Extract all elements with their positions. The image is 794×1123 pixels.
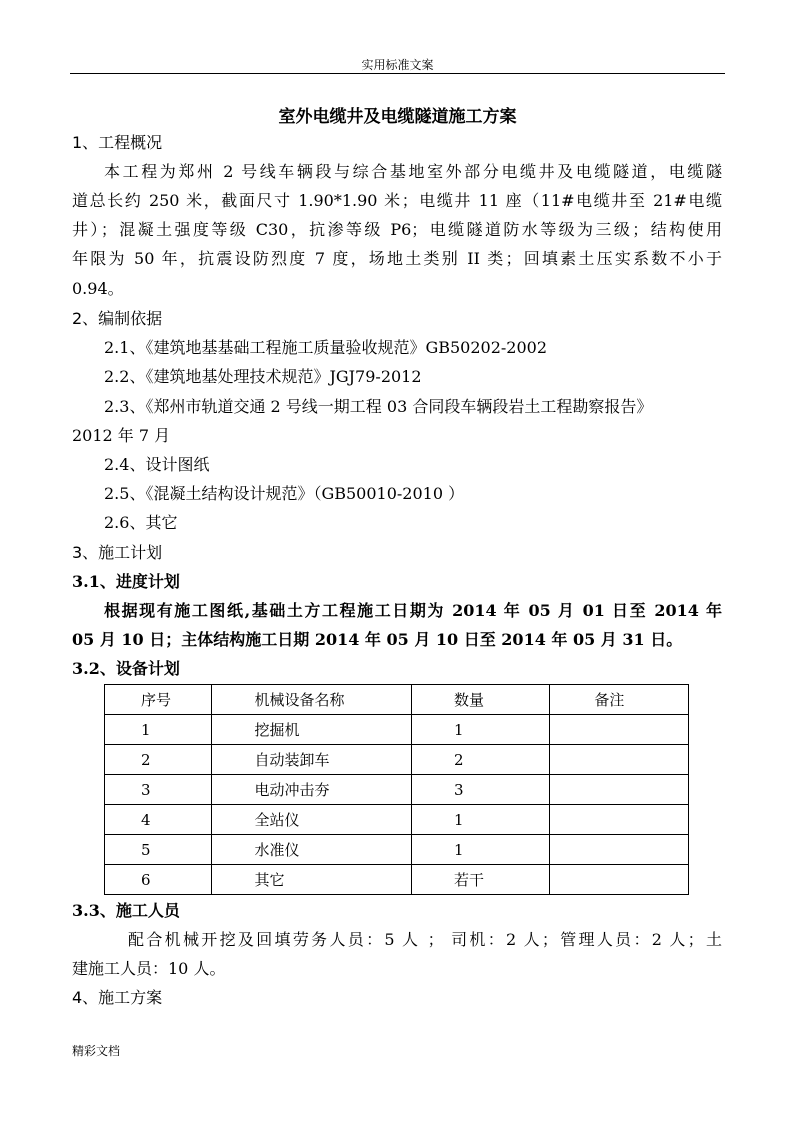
table-row [105, 835, 689, 865]
paragraph-line: 年限为 50 年，抗震设防烈度 7 度，场地土类别 II 类；回填素土压实系数不小于 [72, 249, 722, 268]
subsection-3-3-heading: 3.3、施工人员 [72, 901, 180, 920]
table-cell [550, 865, 689, 895]
table-cell: 3 [105, 775, 212, 805]
table-cell: 全站仪 [212, 805, 412, 835]
table-cell: 挖掘机 [212, 715, 412, 745]
table-cell: 1 [412, 715, 550, 745]
table-cell: 自动装卸车 [212, 745, 412, 775]
paragraph-line: 配合机械开挖及回填劳务人员：5 人 ； 司机：2 人；管理人员：2 人；土 [128, 930, 722, 949]
document-title: 室外电缆井及电缆隧道施工方案 [278, 107, 517, 127]
column-header: 数量 [412, 685, 550, 715]
table-cell [550, 835, 689, 865]
table-cell: 1 [105, 715, 212, 745]
column-header: 序号 [105, 685, 212, 715]
table-cell: 4 [105, 805, 212, 835]
reference-item-continued: 2012 年 7 月 [72, 426, 171, 445]
table-cell: 3 [412, 775, 550, 805]
column-header: 备注 [550, 685, 689, 715]
table-cell: 1 [412, 835, 550, 865]
section-2-heading: 2、编制依据 [72, 309, 163, 328]
paragraph-line: 井）；混凝土强度等级 C30，抗渗等级 P6；电缆隧道防水等级为三级；结构使用 [72, 220, 722, 239]
table-cell: 水准仪 [212, 835, 412, 865]
page-footer: 精彩文档 [72, 1044, 121, 1058]
paragraph-line: 道总长约 250 米，截面尺寸 1.90*1.90 米；电缆井 11 座（11#电缆井至 21#电缆 [72, 191, 722, 210]
table-row [105, 775, 689, 805]
paragraph-line: 0.94。 [72, 279, 124, 298]
subsection-3-2-heading: 3.2、设备计划 [72, 659, 180, 678]
table-cell: 2 [412, 745, 550, 775]
reference-item: 2.3、《郑州市轨道交通 2 号线一期工程 03 合同段车辆段岩土工程勘察报告》 [104, 397, 653, 416]
table-cell: 其它 [212, 865, 412, 895]
reference-item: 2.4、设计图纸 [104, 455, 210, 474]
section-3-heading: 3、施工计划 [72, 543, 163, 562]
table-cell: 6 [105, 865, 212, 895]
reference-item: 2.2、《建筑地基处理技术规范》JGJ79-2012 [104, 367, 422, 386]
table-cell [550, 805, 689, 835]
subsection-3-1-heading: 3.1、进度计划 [72, 572, 180, 591]
paragraph-line: 本工程为郑州 2 号线车辆段与综合基地室外部分电缆井及电缆隧道，电缆隧 [104, 162, 722, 181]
paragraph-line: 根据现有施工图纸,基础土方工程施工日期为 2014 年 05 月 01 日至 2014 年 [104, 601, 722, 620]
table-cell: 2 [105, 745, 212, 775]
paragraph-line: 建施工人员：10 人。 [72, 959, 226, 978]
table-cell: 1 [412, 805, 550, 835]
table-cell [550, 745, 689, 775]
table-row [105, 715, 689, 745]
reference-item: 2.5、《混凝土结构设计规范》（GB50010-2010 ） [104, 484, 465, 503]
equipment-table [104, 684, 689, 895]
table-cell: 电动冲击夯 [212, 775, 412, 805]
table-cell [550, 775, 689, 805]
reference-item: 2.6、其它 [104, 513, 178, 532]
section-4-heading: 4、施工方案 [72, 988, 163, 1007]
section-1-heading: 1、工程概况 [72, 133, 163, 152]
reference-item: 2.1、《建筑地基基础工程施工质量验收规范》GB50202-2002 [104, 338, 548, 357]
page-header: 实用标准文案 [361, 58, 434, 72]
column-header: 机械设备名称 [212, 685, 412, 715]
table-row [105, 745, 689, 775]
header-divider [70, 73, 725, 74]
table-row [105, 805, 689, 835]
table-cell [550, 715, 689, 745]
table-cell: 5 [105, 835, 212, 865]
table-row [105, 865, 689, 895]
table-cell: 若干 [412, 865, 550, 895]
table-header-row [105, 685, 689, 715]
paragraph-line: 05 月 10 日；主体结构施工日期 2014 年 05 月 10 日至 2014 年 05 月 31 日。 [72, 630, 683, 649]
